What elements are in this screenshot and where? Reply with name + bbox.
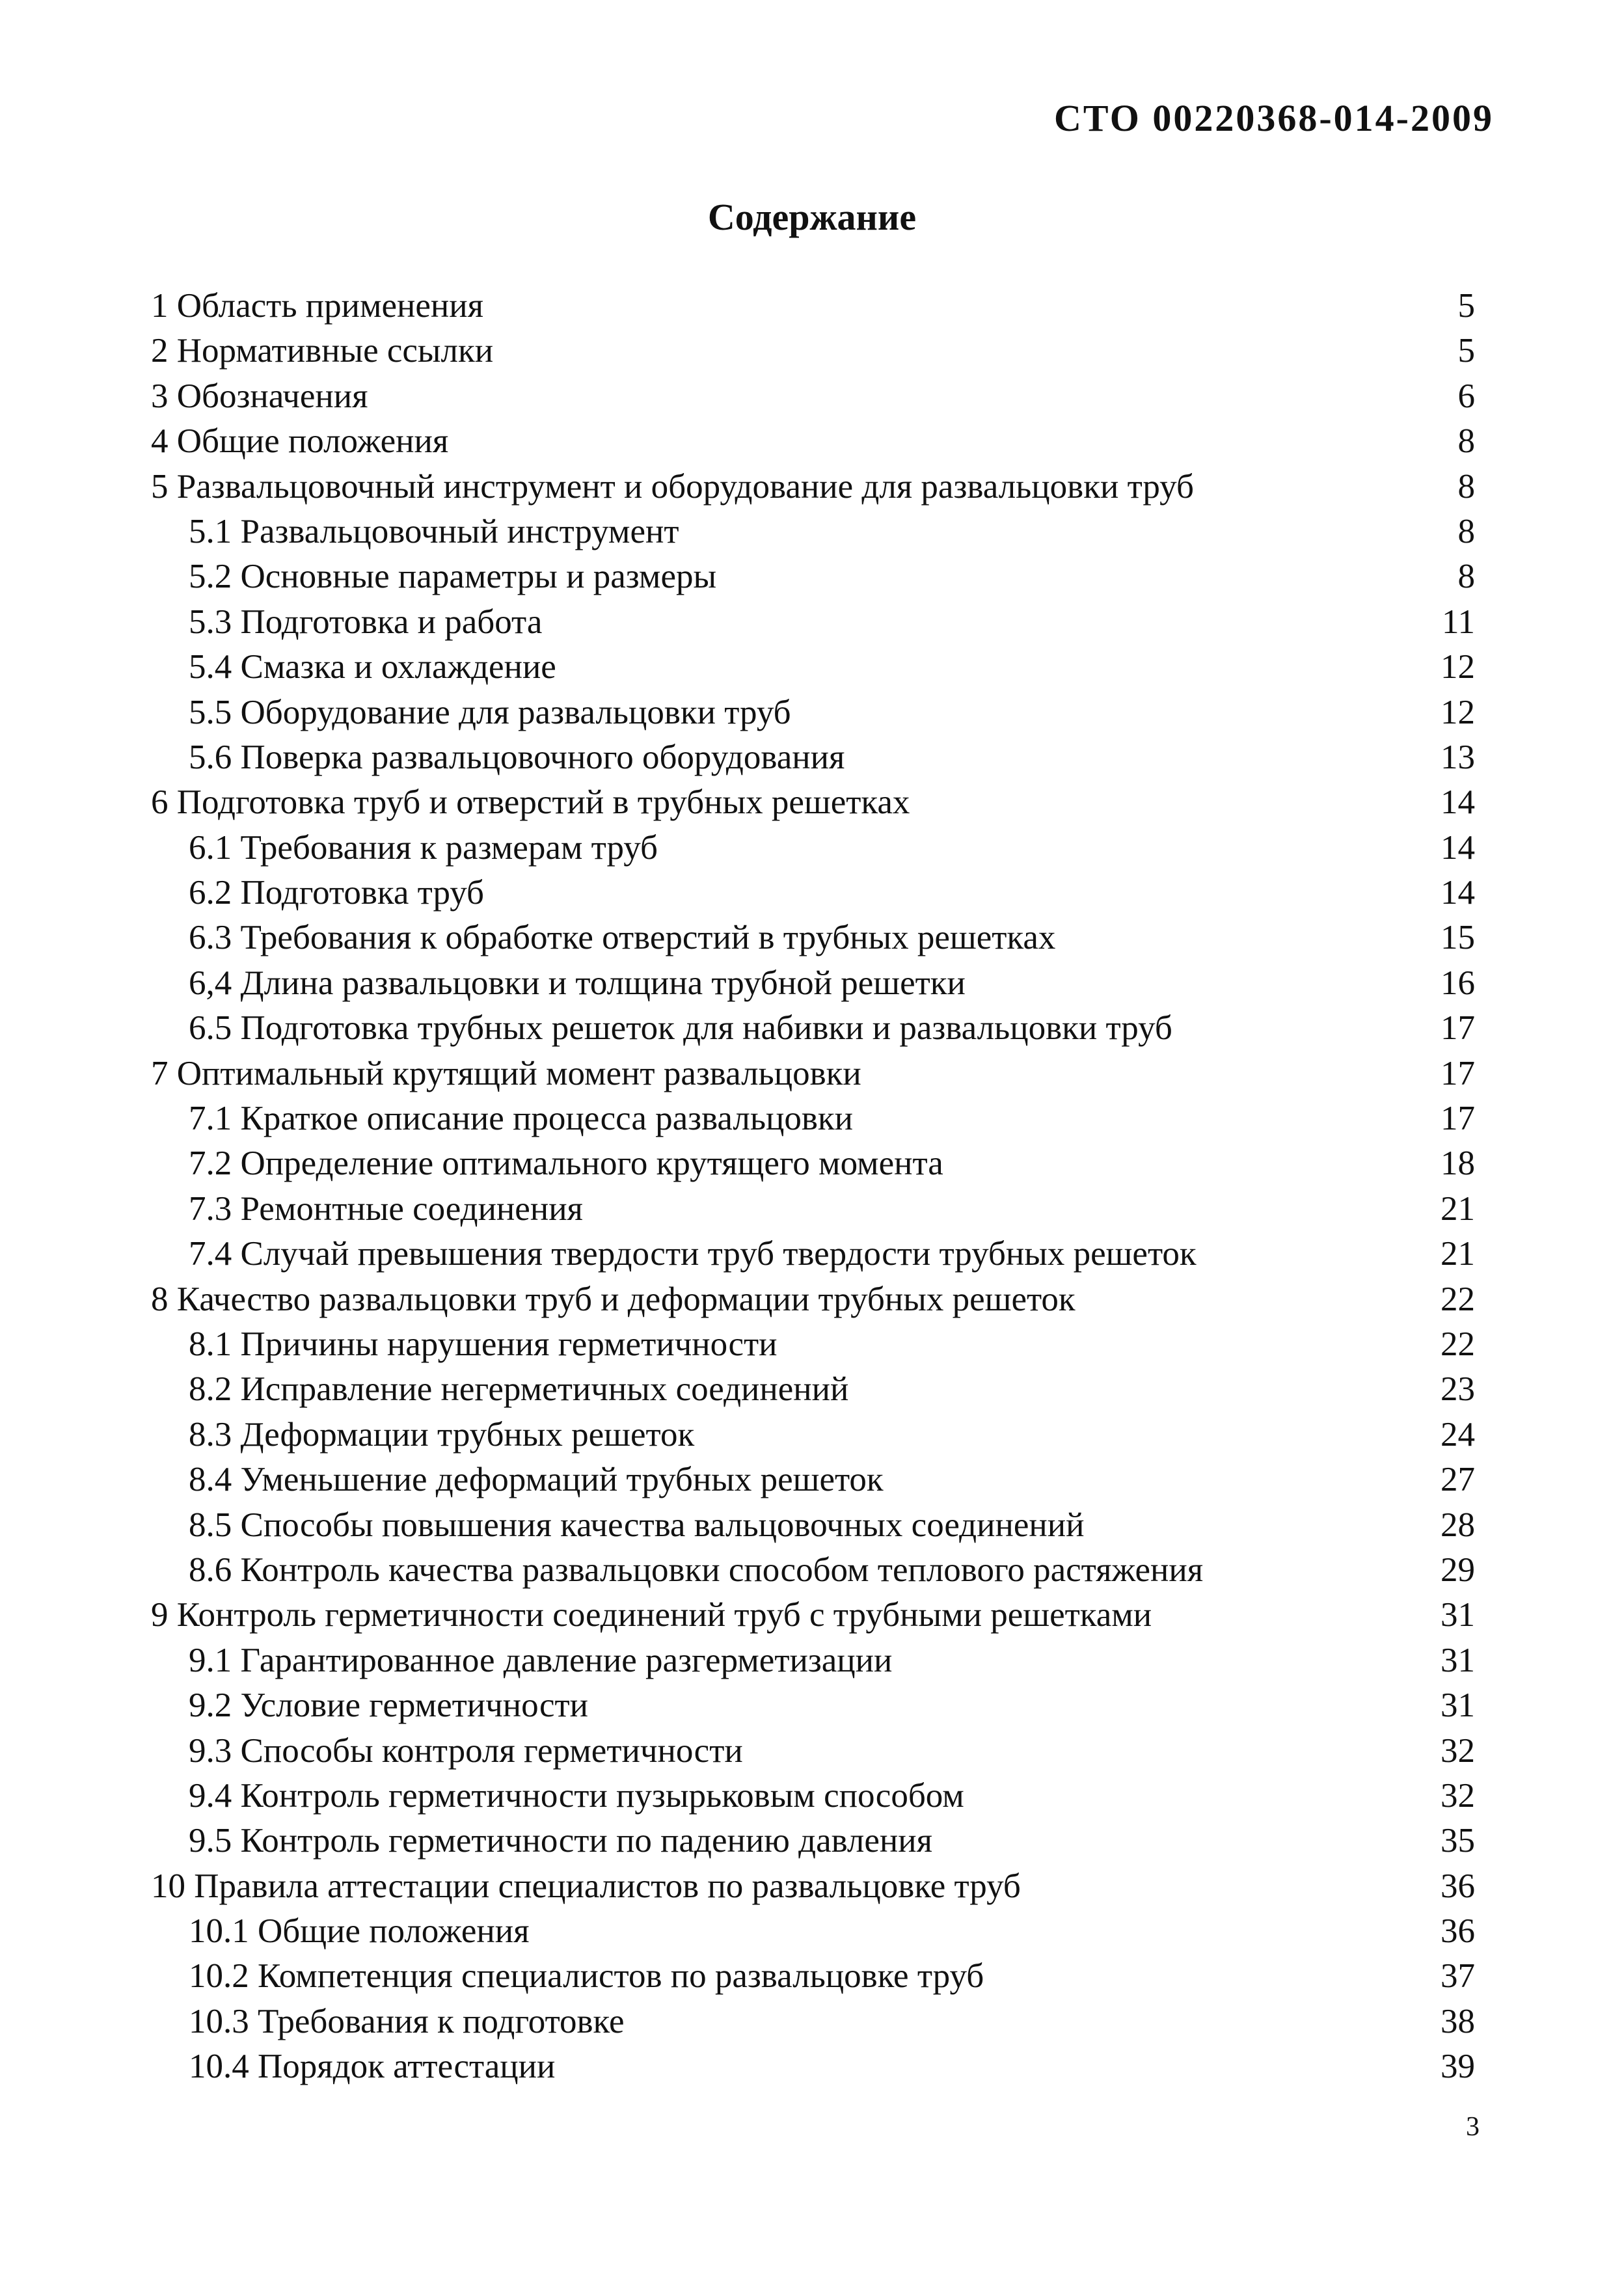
toc-entry — [151, 1367, 1475, 1412]
toc-entry-page: 32 — [1441, 1776, 1475, 1815]
toc-entry-label: 5.2 Основные параметры и размеры — [189, 558, 717, 596]
toc-entry — [151, 284, 1475, 329]
toc-entry — [151, 509, 1475, 554]
toc-entry-page: 21 — [1441, 1235, 1475, 1273]
toc-entry — [151, 374, 1475, 419]
toc-entry — [151, 871, 1475, 915]
toc-entry — [151, 1864, 1475, 1909]
toc-entry — [151, 1548, 1475, 1593]
toc-entry — [151, 780, 1475, 825]
toc-entry — [151, 1593, 1475, 1638]
toc-entry-label: 6.1 Требования к размерам труб — [189, 828, 658, 867]
toc-entry-page: 23 — [1441, 1370, 1475, 1409]
toc-entry — [151, 1729, 1475, 1774]
toc-entry-page: 32 — [1441, 1731, 1475, 1770]
toc-entry-label: 6 Подготовка труб и отверстий в трубных решетках — [151, 783, 910, 822]
toc-entry-label: 6.3 Требования к обработке отверстий в трубных решетках — [189, 919, 1056, 957]
toc-entry — [151, 961, 1475, 1006]
toc-entry — [151, 1774, 1475, 1819]
toc-entry — [151, 1683, 1475, 1728]
toc-entry-label: 1 Область применения — [151, 287, 484, 325]
toc-entry-page: 39 — [1441, 2048, 1475, 2086]
toc-entry-label: 2 Нормативные ссылки — [151, 332, 494, 370]
toc-entry-page: 8 — [1457, 467, 1475, 506]
toc-entry — [151, 1322, 1475, 1367]
toc-entry-page: 14 — [1441, 828, 1475, 867]
toc-entry-label: 6.2 Подготовка труб — [189, 874, 485, 912]
toc-entry-page: 31 — [1441, 1686, 1475, 1725]
toc-entry — [151, 1819, 1475, 1863]
toc-entry-label: 6.5 Подготовка трубных решеток для набивки и развальцовки труб — [189, 1009, 1172, 1048]
toc-entry-page: 5 — [1457, 287, 1475, 325]
toc-entry-label: 8.1 Причины нарушения герметичности — [189, 1325, 778, 1363]
toc-entry-page: 18 — [1441, 1144, 1475, 1183]
toc-entry-label: 8.5 Способы повышения качества вальцовочных соединений — [189, 1506, 1085, 1544]
toc-entry — [151, 2044, 1475, 2089]
toc-entry-page: 22 — [1441, 1280, 1475, 1318]
toc-entry-label: 9.1 Гарантированное давление разгерметизации — [189, 1641, 893, 1679]
toc-entry-page: 27 — [1441, 1461, 1475, 1499]
toc-entry-label: 9.3 Способы контроля герметичности — [189, 1731, 743, 1770]
toc-entry — [151, 600, 1475, 645]
toc-entry-label: 7 Оптимальный крутящий момент развальцовки — [151, 1054, 861, 1092]
toc-entry-label: 5.4 Смазка и охлаждение — [189, 648, 556, 686]
toc-entry — [151, 735, 1475, 780]
toc-entry — [151, 1187, 1475, 1232]
toc-entry-label: 10 Правила аттестации специалистов по развальцовке труб — [151, 1867, 1021, 1905]
toc-entry-label: 10.3 Требования к подготовке — [189, 2002, 625, 2040]
toc-entry — [151, 915, 1475, 960]
toc-entry-page: 17 — [1441, 1009, 1475, 1048]
toc-entry-label: 5 Развальцовочный инструмент и оборудование для развальцовки труб — [151, 467, 1194, 506]
toc-entry-label: 10.4 Порядок аттестации — [189, 2048, 556, 2086]
toc-entry — [151, 1954, 1475, 1999]
toc-entry-page: 17 — [1441, 1054, 1475, 1092]
toc-entry-page: 36 — [1441, 1867, 1475, 1905]
toc-entry-label: 5.6 Поверка развальцовочного оборудования — [189, 738, 845, 776]
toc-entry-label: 7.2 Определение оптимального крутящего момента — [189, 1144, 943, 1183]
toc-entry-page: 8 — [1457, 512, 1475, 550]
toc-entry — [151, 1277, 1475, 1322]
toc-entry-page: 11 — [1441, 602, 1475, 641]
toc-entry-page: 36 — [1441, 1912, 1475, 1951]
toc-entry — [151, 1006, 1475, 1051]
toc-entry — [151, 1457, 1475, 1502]
toc-entry-label: 8.3 Деформации трубных решеток — [189, 1415, 695, 1454]
toc-entry-page: 31 — [1441, 1596, 1475, 1634]
toc-entry-page: 29 — [1441, 1550, 1475, 1589]
toc-entry-label: 9 Контроль герметичности соединений труб с трубными решетками — [151, 1596, 1152, 1634]
toc-entry-page: 12 — [1441, 693, 1475, 731]
toc-entry — [151, 826, 1475, 871]
toc-entry-page: 24 — [1441, 1415, 1475, 1454]
toc-entry-label: 4 Общие положения — [151, 422, 449, 461]
toc-entry-page: 12 — [1441, 648, 1475, 686]
toc-entry-label: 3 Обозначения — [151, 377, 368, 415]
toc-entry — [151, 1503, 1475, 1548]
toc-entry-label: 9.2 Условие герметичности — [189, 1686, 589, 1725]
toc-entry — [151, 645, 1475, 690]
toc-entry — [151, 1413, 1475, 1457]
toc-entry-label: 5.1 Развальцовочный инструмент — [189, 512, 679, 550]
toc-entry-label: 6,4 Длина развальцовки и толщина трубной решетки — [189, 964, 966, 1002]
toc-entry — [151, 1999, 1475, 2044]
toc-entry — [151, 1232, 1475, 1277]
toc-entry-label: 8.2 Исправление негерметичных соединений — [189, 1370, 849, 1409]
page-number: 3 — [1466, 2112, 1480, 2142]
toc-entry-label: 7.1 Краткое описание процесса развальцовки — [189, 1100, 854, 1138]
toc-entry — [151, 465, 1475, 509]
toc-entry-page: 37 — [1441, 1957, 1475, 1996]
toc-entry-page: 15 — [1441, 919, 1475, 957]
toc-entry-label: 8 Качество развальцовки труб и деформации трубных решеток — [151, 1280, 1076, 1318]
document-code: СТО 00220368-014-2009 — [1053, 97, 1494, 139]
toc-entry-page: 8 — [1457, 422, 1475, 461]
toc-entry-page: 31 — [1441, 1641, 1475, 1679]
toc-entry-page: 35 — [1441, 1822, 1475, 1860]
toc-entry-label: 8.4 Уменьшение деформаций трубных решеток — [189, 1461, 884, 1499]
table-of-contents — [151, 284, 1475, 2090]
toc-entry-label: 7.4 Случай превышения твердости труб твердости трубных решеток — [189, 1235, 1197, 1273]
toc-entry — [151, 1096, 1475, 1141]
toc-entry-page: 8 — [1457, 558, 1475, 596]
toc-entry-page: 21 — [1441, 1189, 1475, 1228]
toc-entry-page: 14 — [1441, 783, 1475, 822]
toc-entry-page: 22 — [1441, 1325, 1475, 1363]
toc-entry — [151, 1141, 1475, 1186]
toc-entry-page: 14 — [1441, 874, 1475, 912]
toc-entry-label: 5.5 Оборудование для развальцовки труб — [189, 693, 791, 731]
toc-entry — [151, 419, 1475, 464]
toc-entry-label: 7.3 Ремонтные соединения — [189, 1189, 583, 1228]
toc-entry — [151, 1051, 1475, 1096]
toc-entry — [151, 690, 1475, 735]
toc-entry-page: 38 — [1441, 2002, 1475, 2040]
toc-entry-label: 8.6 Контроль качества развальцовки способом теплового растяжения — [189, 1550, 1204, 1589]
toc-entry — [151, 1909, 1475, 1954]
toc-title: Содержание — [707, 196, 917, 238]
toc-entry-page: 5 — [1457, 332, 1475, 370]
toc-entry-label: 9.4 Контроль герметичности пузырьковым способом — [189, 1776, 964, 1815]
toc-entry-label: 9.5 Контроль герметичности по падению давления — [189, 1822, 932, 1860]
toc-entry-page: 6 — [1457, 377, 1475, 415]
toc-entry — [151, 554, 1475, 599]
toc-entry-label: 10.1 Общие положения — [189, 1912, 530, 1951]
toc-entry-page: 13 — [1441, 738, 1475, 776]
toc-entry — [151, 329, 1475, 373]
toc-entry-page: 28 — [1441, 1506, 1475, 1544]
toc-entry-label: 10.2 Компетенция специалистов по развальцовке труб — [189, 1957, 984, 1996]
toc-entry-page: 17 — [1441, 1100, 1475, 1138]
toc-entry-page: 16 — [1441, 964, 1475, 1002]
toc-entry — [151, 1638, 1475, 1683]
toc-entry-label: 5.3 Подготовка и работа — [189, 602, 543, 641]
